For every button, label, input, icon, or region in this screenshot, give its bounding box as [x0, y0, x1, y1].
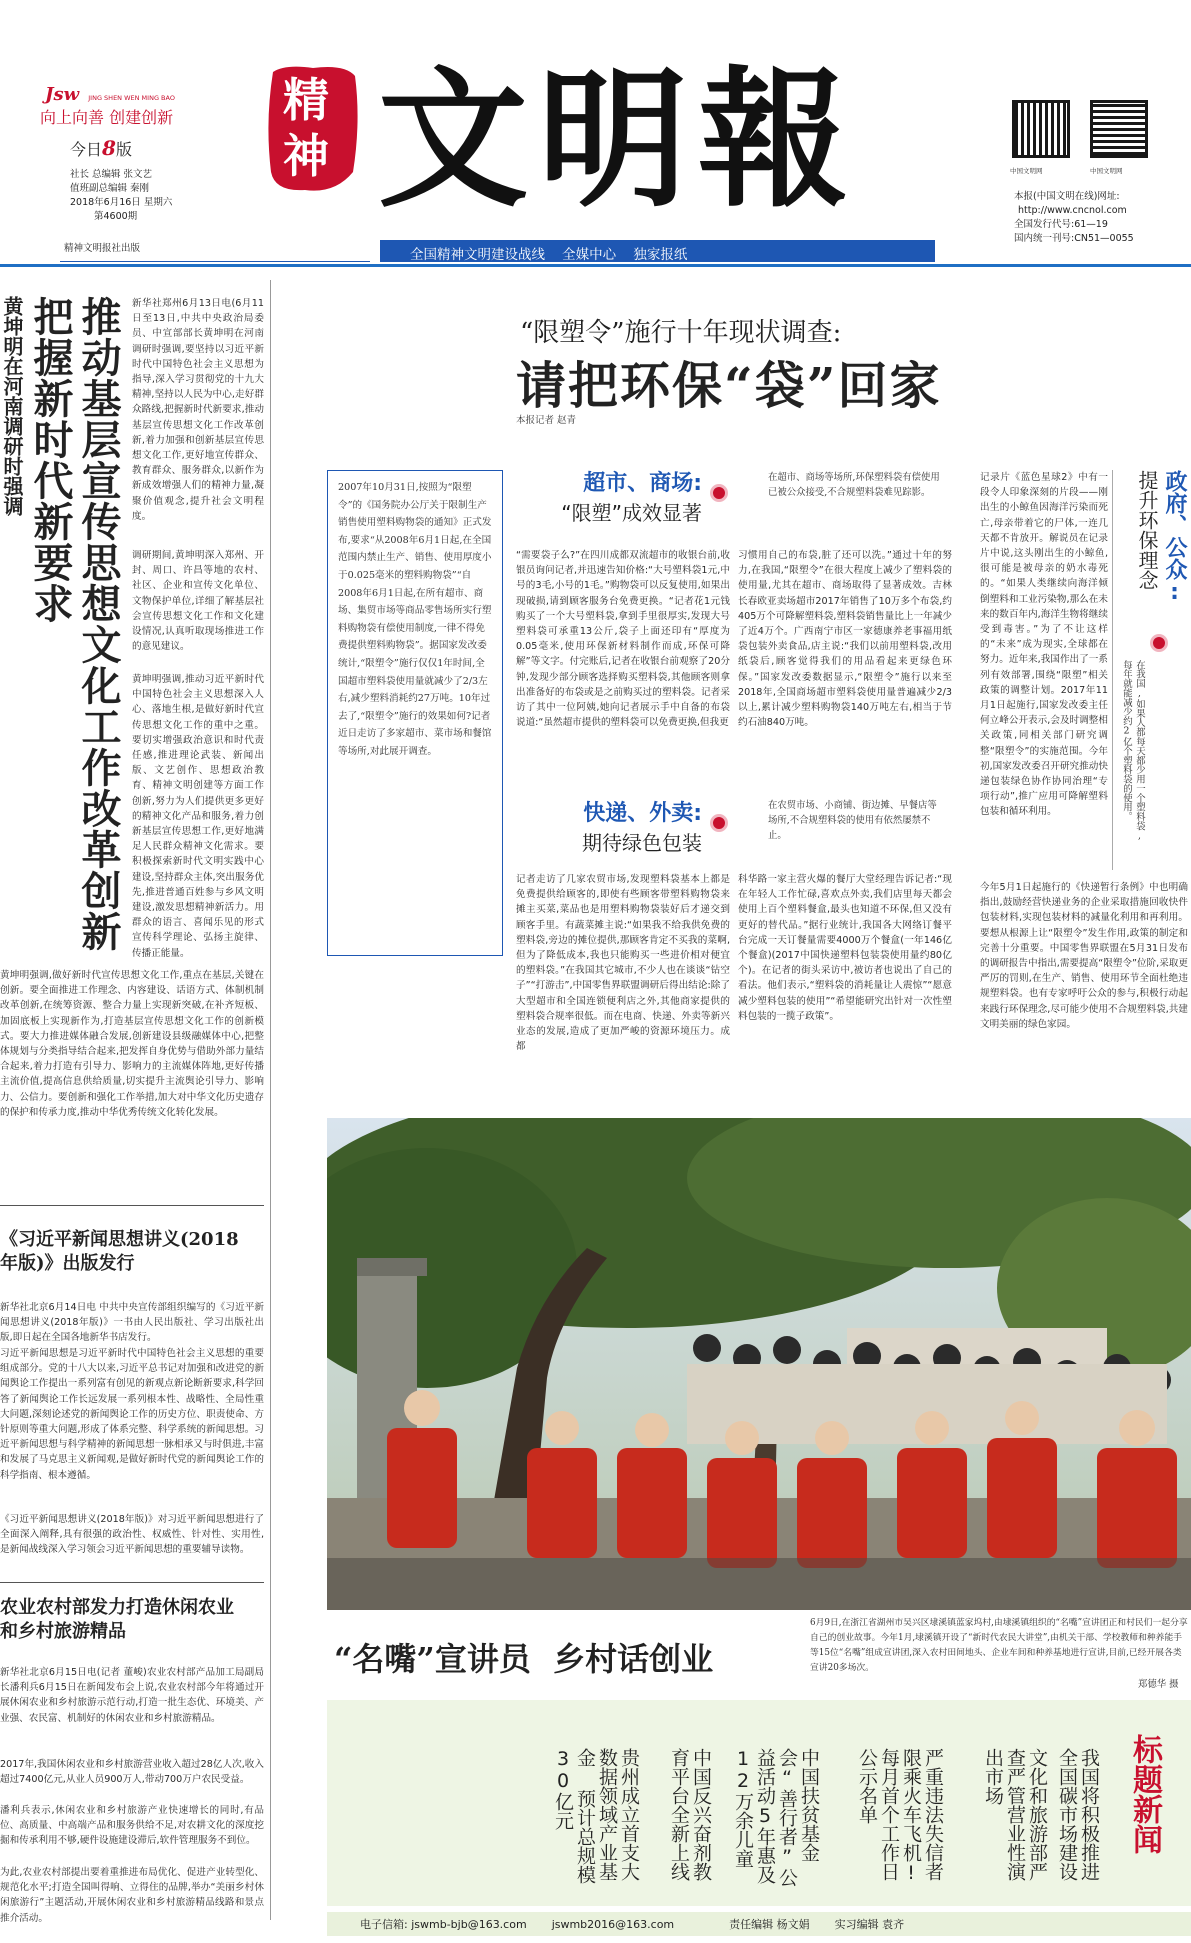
headline-news-item[interactable]: 文化和旅游部严查严管营业性演出市场 — [982, 1748, 1048, 1881]
book-title: 《习近平新闻思想讲义(2018年版)》出版发行 — [0, 1229, 239, 1274]
left-paragraph-4: 黄坤明强调,做好新时代宣传思想文化工作,重点在基层,关键在创新。要全面推进工作理念、内容建设、话语方式、体制机制改革创新,在统筹资源、整合力量上实现新突破,在补齐短板、加固底板上实现新作为,打造基层宣传思想文化工作的创新模式。要大力推进媒体融合发展,创新建设县级融媒体中心,把整体规划与分类指导结合起来,把发挥自身优势与借助外部力量结合起来,着力打造有引导力、影响力的主流媒体阵地,更好传播主流价值,提高信息供给质量,切实提升主流舆论引导力、影响力、公信力。要创新和强化工作举措,加大对中华文化历史遗存的保护和传承力度,推动中华优秀传统文化转化发展。 — [0, 970, 264, 1118]
headline-news-item[interactable]: 贵州成立首支大数据领域产业基金 预计总规模30亿元 — [552, 1748, 640, 1884]
sub1-heading: 超市、商场: “限塑”成效显著 — [561, 471, 702, 525]
book-paragraph-3: 《习近平新闻思想讲义(2018年版)》对习近平新闻思想进行了全面深入阐释,具有很强的政治性、权威性、针对性、实用性,是新闻战线深入学习领会习近平新闻思想的重要辅导读物。 — [0, 1514, 264, 1556]
left-main-title: 推动基层宣传思想文化工作改革创新 — [75, 296, 122, 952]
qr-code-right — [1090, 100, 1148, 158]
left-main-title-2: 把握新时代新要求 — [27, 296, 74, 624]
footer-info — [360, 1916, 904, 1932]
lead-column-a: “需要袋子么?”在四川成都双流超市的收银台前,收银员询问记者,并迅速告知价格:“大号塑料袋1元,中号的3毛,小号的1毛。”购物袋可以反复使用,如果出现破损,请到顾客服务台免费更换。“记者花1元钱购买了一个大号塑料袋,拿到手里很厚实,发现大号塑料袋可承重13公斤,袋子上面还印有“厚度为0.05毫米,使用环保新材料制作而成,环保可降解”等文字。付完账后,记者在收银台前观察了20分钟,发现少部分顾客选择购买塑料袋,其他顾客则拿出准备好的布袋或是之前购买过的塑料袋。记者采访了其中一位阿姨,她向记者展示手中自备的布袋说道:“虽然超市提供的塑料袋可以免费更换,但我更 — [516, 550, 730, 729]
footer-intern: 袁齐 — [882, 1918, 905, 1931]
footer-intern-label: 实习编辑 — [834, 1918, 879, 1931]
publisher-bar — [60, 240, 370, 262]
headline-news-item[interactable]: 中国反兴奋剂教育平台全新上线 — [668, 1748, 712, 1881]
agri-title: 农业农村部发力打造休闲农业和乡村旅游精品 — [0, 1597, 234, 1642]
agri-paragraph-2: 2017年,我国休闲农业和乡村旅游营业收入超过28亿人次,收入超过7400亿元,从业人员900万人,带动700万户农民受益。 — [0, 1759, 264, 1786]
lead-column-d: 科华路一家主营火爆的餐厅大堂经理告诉记者:“现在年轻人工作忙碌,喜欢点外卖,我们店里每天都会使用上百个塑料餐盒,最头也知道不环保,但又没有更好的替代品。”据行业统计,我国各大网络订餐平台完成一天订餐量需要4000万个餐盒(一年146亿个餐盒)(2017中国快递塑料包装袋使用量约80亿个)。在记者的街头采访中,被访者也说出了自己的看法。他们表示,“塑料袋的消耗量让人震惊”“愿意减少塑料包装的使用”“希望能研究出针对一次性塑料包装的一揽子政策”。 — [738, 874, 952, 1022]
sub1-arrow-icon — [710, 484, 728, 502]
main-photo — [327, 1118, 1191, 1610]
sub2-heading: 快递、外卖: 期待绿色包装 — [582, 801, 702, 855]
seal-text: 精神 — [283, 73, 329, 183]
right-info: 本报(中国文明在线)网址: http://www.cncnol.com 全国发行代号:61—19 国内统一刊号:CN51—0055 — [1014, 191, 1134, 244]
left-paragraph-2: 调研期间,黄坤明深入郑州、开封、周口、许昌等地的农村、社区、企业和宣传文化单位、文物保护单位,详细了解基层社会宣传思想文化工作和文化建设情况,认真听取现场推进工作的意见建议。 — [132, 550, 264, 653]
photo-headline: “名嘴”宣讲员 乡村话创业 — [334, 1640, 714, 1678]
footer-editor-label: 责任编辑 — [729, 1918, 774, 1931]
sub3-heading: 政府、公众: 提升环保理念 — [1135, 470, 1187, 605]
intro-box-text: 2007年10月31日,按照为“限塑令”的《国务院办公厅关于限制生产销售使用塑料购物袋的通知》正式发布,要求“从2008年6月1日起,在全国范围内禁止生产、销售、使用厚度小于0.025毫米的塑料购物袋”“自2008年6月1日起,在所有超市、商场、集贸市场等商品零售场所实行塑料购物袋有偿使用制度,一律不得免费提供塑料购物袋”。据国家发改委统计,“限塑令”施行仅仅1年时间,全国超市塑料袋使用量就减少了2/3左右,减少塑料消耗约27万吨。10年过去了,“限塑令”施行的效果如何?记者近日走访了多家超市、菜市场和餐馆等场所,对此展开调查。 — [338, 482, 492, 757]
footer-email-label: 电子信箱: — [360, 1918, 408, 1931]
agri-paragraph-4: 为此,农业农村部提出要着重推进布局优化、促进产业转型化、规范化水平;打造全国叫得响、立得住的品牌,举办“美丽乡村休闲旅游行”主题活动,开展休闲农业和乡村旅游精品线路和景点推介活动。 — [0, 1867, 264, 1924]
photo-scene — [327, 1118, 1191, 1610]
today-pages: 今日8版 — [70, 136, 132, 160]
left-paragraph-1: 新华社郑州6月13日电(6月11日至13日,中共中央政治局委员、中宣部部长黄坤明在河南调研时强调,要坚持以习近平新时代中国特色社会主义思想为指导,深入学习贯彻党的十九大精神,坚持以人民为中心,走好群众路线,把握新时代新要求,推动基层宣传思想文化工作改革创新,着力加强和创新基层宣传思想文化工作,更好地宣传群众、教育群众、服务群众,以新作为新成效增强人们的精神力量,凝聚价值观念,提升社会文明程度。 — [132, 298, 264, 522]
masthead — [0, 0, 1191, 262]
intro-box — [327, 470, 503, 956]
sub1-intro: 在超市、商场等场所,环保塑料袋有偿使用已被公众接受,不合规塑料袋难见踪影。 — [768, 472, 940, 498]
agri-paragraph-1: 新华社北京6月15日电(记者 董峻)农业农村部产品加工局副局长潘利兵6月15日在新闻发布会上说,农业农村部今年将通过开展休闲农业和乡村旅游示范行动,打造一批生态优、环境美、产业强、农民富、机制好的休闲农业和乡村旅游精品。 — [0, 1667, 264, 1724]
left-divider-2 — [0, 1582, 264, 1583]
lead-kicker: “限塑令”施行十年现状调查: — [520, 318, 842, 348]
left-paragraph-3: 黄坤明强调,推动习近平新时代中国特色社会主义思想深入人心、落地生根,是做好新时代宣传思想文化工作的重中之重。要切实增强政治意识和时代责任感,推进理论武装、新闻出版、文艺创作、思想政治教育、精神文明创建等方面工作创新,努力为人们提供更多更好的精神文化产品和服务,着力创新基层宣传思想工作,更好地满足人民群众精神文化需求。要积极探索新时代文明实践中心建设,坚持群众主体,突出服务优先,推进普通百姓参与乡风文明建设,激发思想精神新活力。用群众的语言、喜闻乐见的形式宣传科学理论、弘扬主旋律、传播正能量。 — [132, 674, 264, 959]
headline-news-item[interactable]: 严重违法失信者限乘火车飞机!每月首个工作日公示名单 — [856, 1748, 944, 1884]
title-main: 文明報 — [378, 52, 859, 228]
left-side-title: 黄坤明在河南调研时强调 — [0, 296, 24, 516]
footer-email-1[interactable]: jswmb-bjb@163.com — [411, 1918, 527, 1931]
sub2-intro: 在农贸市场、小商铺、街边摊、早餐店等场所,不合规塑料袋的使用有依然屡禁不止。 — [768, 800, 937, 841]
headline-news-item[interactable]: 中国扶贫基金会“善行者”公益活动5年惠及12万余儿童 — [732, 1748, 820, 1887]
sub3-intro-box: 在我国,如果人都每天都少用一个塑料袋,每年就能减少约2亿个塑料袋的使用。 — [1121, 660, 1145, 842]
editor-info: 社长 总编辑 张文艺 值班副总编辑 秦刚 2018年6月16日 星期六 第4600期 — [70, 169, 173, 222]
lead-headline: 请把环保“袋”回家 — [516, 356, 942, 415]
qr-label-left: 中国文明网 — [1010, 167, 1043, 175]
qr-label-right: 中国文明网 — [1090, 167, 1123, 175]
tagline-text: 全国精神文明建设战线 全媒中心 独家报纸 — [410, 247, 688, 263]
qr-code-left — [1012, 100, 1070, 158]
left-divider-1 — [0, 1205, 264, 1206]
lead-column-c: 记者走访了几家农贸市场,发现塑料袋基本上都是免费提供给顾客的,即使有些顾客带塑料购物袋来摊主买菜,菜品也是用塑料购物袋装好后才递交到顾客手里。有蔬菜摊主说:“如果我不给我供免费的塑料袋,旁边的摊位提供,那顾客肯定不买我的菜啊,但为了降低成本,我也只能购买一些进价相对便宜的塑料袋。”在我国其它城市,不少人也在谈谈“钻空子”“打游击”,中国零售界联盟调研后得出结论:除了大型超市和全国连锁便利店之外,其他商家提供的塑料袋合规率很低。而在电商、快递、外卖等新兴业态的发展,造成了更加严峻的资源环境压力。成都 — [516, 874, 730, 1053]
headline-news-list — [340, 1748, 1100, 1888]
masthead-rule — [0, 264, 1191, 267]
publisher: 精神文明报社出版 — [64, 243, 141, 254]
slogan: 向上向善 创建创新 — [40, 108, 174, 127]
column-separator — [270, 280, 271, 1920]
lead-column-f: 记录片《蓝色星球2》中有一段令人印象深刻的片段——刚出生的小鲸鱼因海洋污染而死亡,母亲带着它的尸体,一连几天都不肯放开。解说员在记录片中说,这头刚出生的小鲸鱼,很可能是被母亲的奶水毒死的。“如果人类继续向海洋倾倒塑料和工业污染物,那么在未来的数百年内,海洋生物将继续受到毒害。”为了不让这样的“未来”成为现实,全球都在努力。近年来,我国作出了一系列有效部署,围绕“限塑”相关政策的调整计划。2017年11月1日起施行,国家发改委主任何立峰公开表示,会及时调整相关政策,同相关部门研究调整“限塑令”的实施范围。今年初,国家发改委召开研究推动快递包装绿色协作协同治理“专项行动”,推广应用可降解塑料包装和循环利用。 — [980, 472, 1108, 818]
logo-pinyin: JING SHEN WEN MING BAO — [88, 94, 175, 102]
lead-byline: 本报记者 赵青 — [516, 415, 577, 426]
small-logo — [45, 84, 215, 106]
footer-editor: 杨文娟 — [776, 1918, 810, 1931]
headline-news-label: 标题新闻 — [1127, 1734, 1162, 1854]
book-paragraph-2: 习近平新闻思想是习近平新时代中国特色社会主义思想的重要组成部分。党的十八大以来,习近平总书记对加强和改进党的新闻舆论工作提出一系列富有创见的新观点新论断新要求,科学回答了新闻舆论工作长远发展一系列根本性、战略性、全局性重大问题,深刻论述党的新闻舆论工作的历史方位、职责使命、方针原则等重大问题,形成了体系完整、科学系统的新闻思想。习近平新闻思想与科学精神的新闻思想一脉相承又与时俱进,丰富和发展了马克思主义新闻观,是做好新时代党的新闻舆论工作的科学指南、根本遵循。 — [0, 1348, 264, 1481]
headline-news-item[interactable]: 我国将积极推进全国碳市场建设 — [1056, 1748, 1100, 1881]
photo-caption: 6月9日,在浙江省湖州市吴兴区埭溪镇蓝家坞村,由埭溪镇组织的“名嘴”宣讲团正和村民们一起分享自己的创业故事。今年1月,埭溪镇开设了“新时代农民大讲堂”,由机关干部、学校教师和种养能手等15位“名嘴”组成宣讲团,深入农村田间地头、企业车间和种养基地进行宣讲,目前,已经开展各类宣讲20多场次。 — [810, 1618, 1188, 1673]
lead-column-b: 习惯用自己的布袋,脏了还可以洗。”通过十年的努力,在我国,“限塑令”在很大程度上减少了塑料袋的使用量,尤其在超市、商场取得了显著成效。吉林长春欧亚卖场超市2017年销售了10万多个布袋,约405万个可降解塑料袋,塑料袋销售量比上一年减少了近4万个。广西南宁市区一家德康养老事福用纸袋包装外卖食品,店主说:“我们以前用塑料袋,改用纸袋后,顾客觉得我们的用品看起来更绿色环保。”国家发改委数据显示,“限塑令”施行以来至2018年,全国商场超市塑料袋使用量普遍减少2/3以上,累计减少塑料购物袋140万吨左右,相当于节约石油840万吨。 — [738, 550, 952, 729]
lead-column-g: 今年5月1日起施行的《快递暂行条例》中也明确指出,鼓励经营快递业务的企业采取措施回收快件包装材料,实现包装材料的减量化利用和再利用。要想从根源上让“限塑令”发生作用,政策的制定和完善十分重要。中国零售界联盟在5月31日发布的调研报告中指出,需要提高“限塑令”位阶,采取更严厉的罚则,在生产、销售、使用环节全面杜绝违规塑料袋。也有专家呼吁公众的参与,积极行动起来践行环保理念,尽可能少使用不合规塑料袋,共建文明美丽的绿色家园。 — [980, 882, 1188, 1030]
logo-mark: Jsw — [45, 84, 80, 105]
photo-credit: 郑德华 摄 — [1138, 1679, 1179, 1690]
book-paragraph-1: 新华社北京6月14日电 中共中央宣传部组织编写的《习近平新闻思想讲义(2018年版)》一书由人民出版社、学习出版社出版,即日起在全国各地新华书店发行。 — [0, 1302, 264, 1344]
sub3-divider — [1112, 470, 1113, 870]
footer-email-2[interactable]: jswmb2016@163.com — [551, 1918, 675, 1931]
title-seal — [265, 62, 361, 196]
agri-paragraph-3: 潘利兵表示,休闲农业和乡村旅游产业快速增长的同时,有品位、高质量、中高端产品和服务供给不足,对农耕文化的深度挖掘和传承利用不够,硬件设施建设滞后,软件管理服务不到位。 — [0, 1805, 264, 1847]
sub3-arrow-icon — [1150, 634, 1168, 652]
sub2-arrow-icon — [710, 814, 728, 832]
